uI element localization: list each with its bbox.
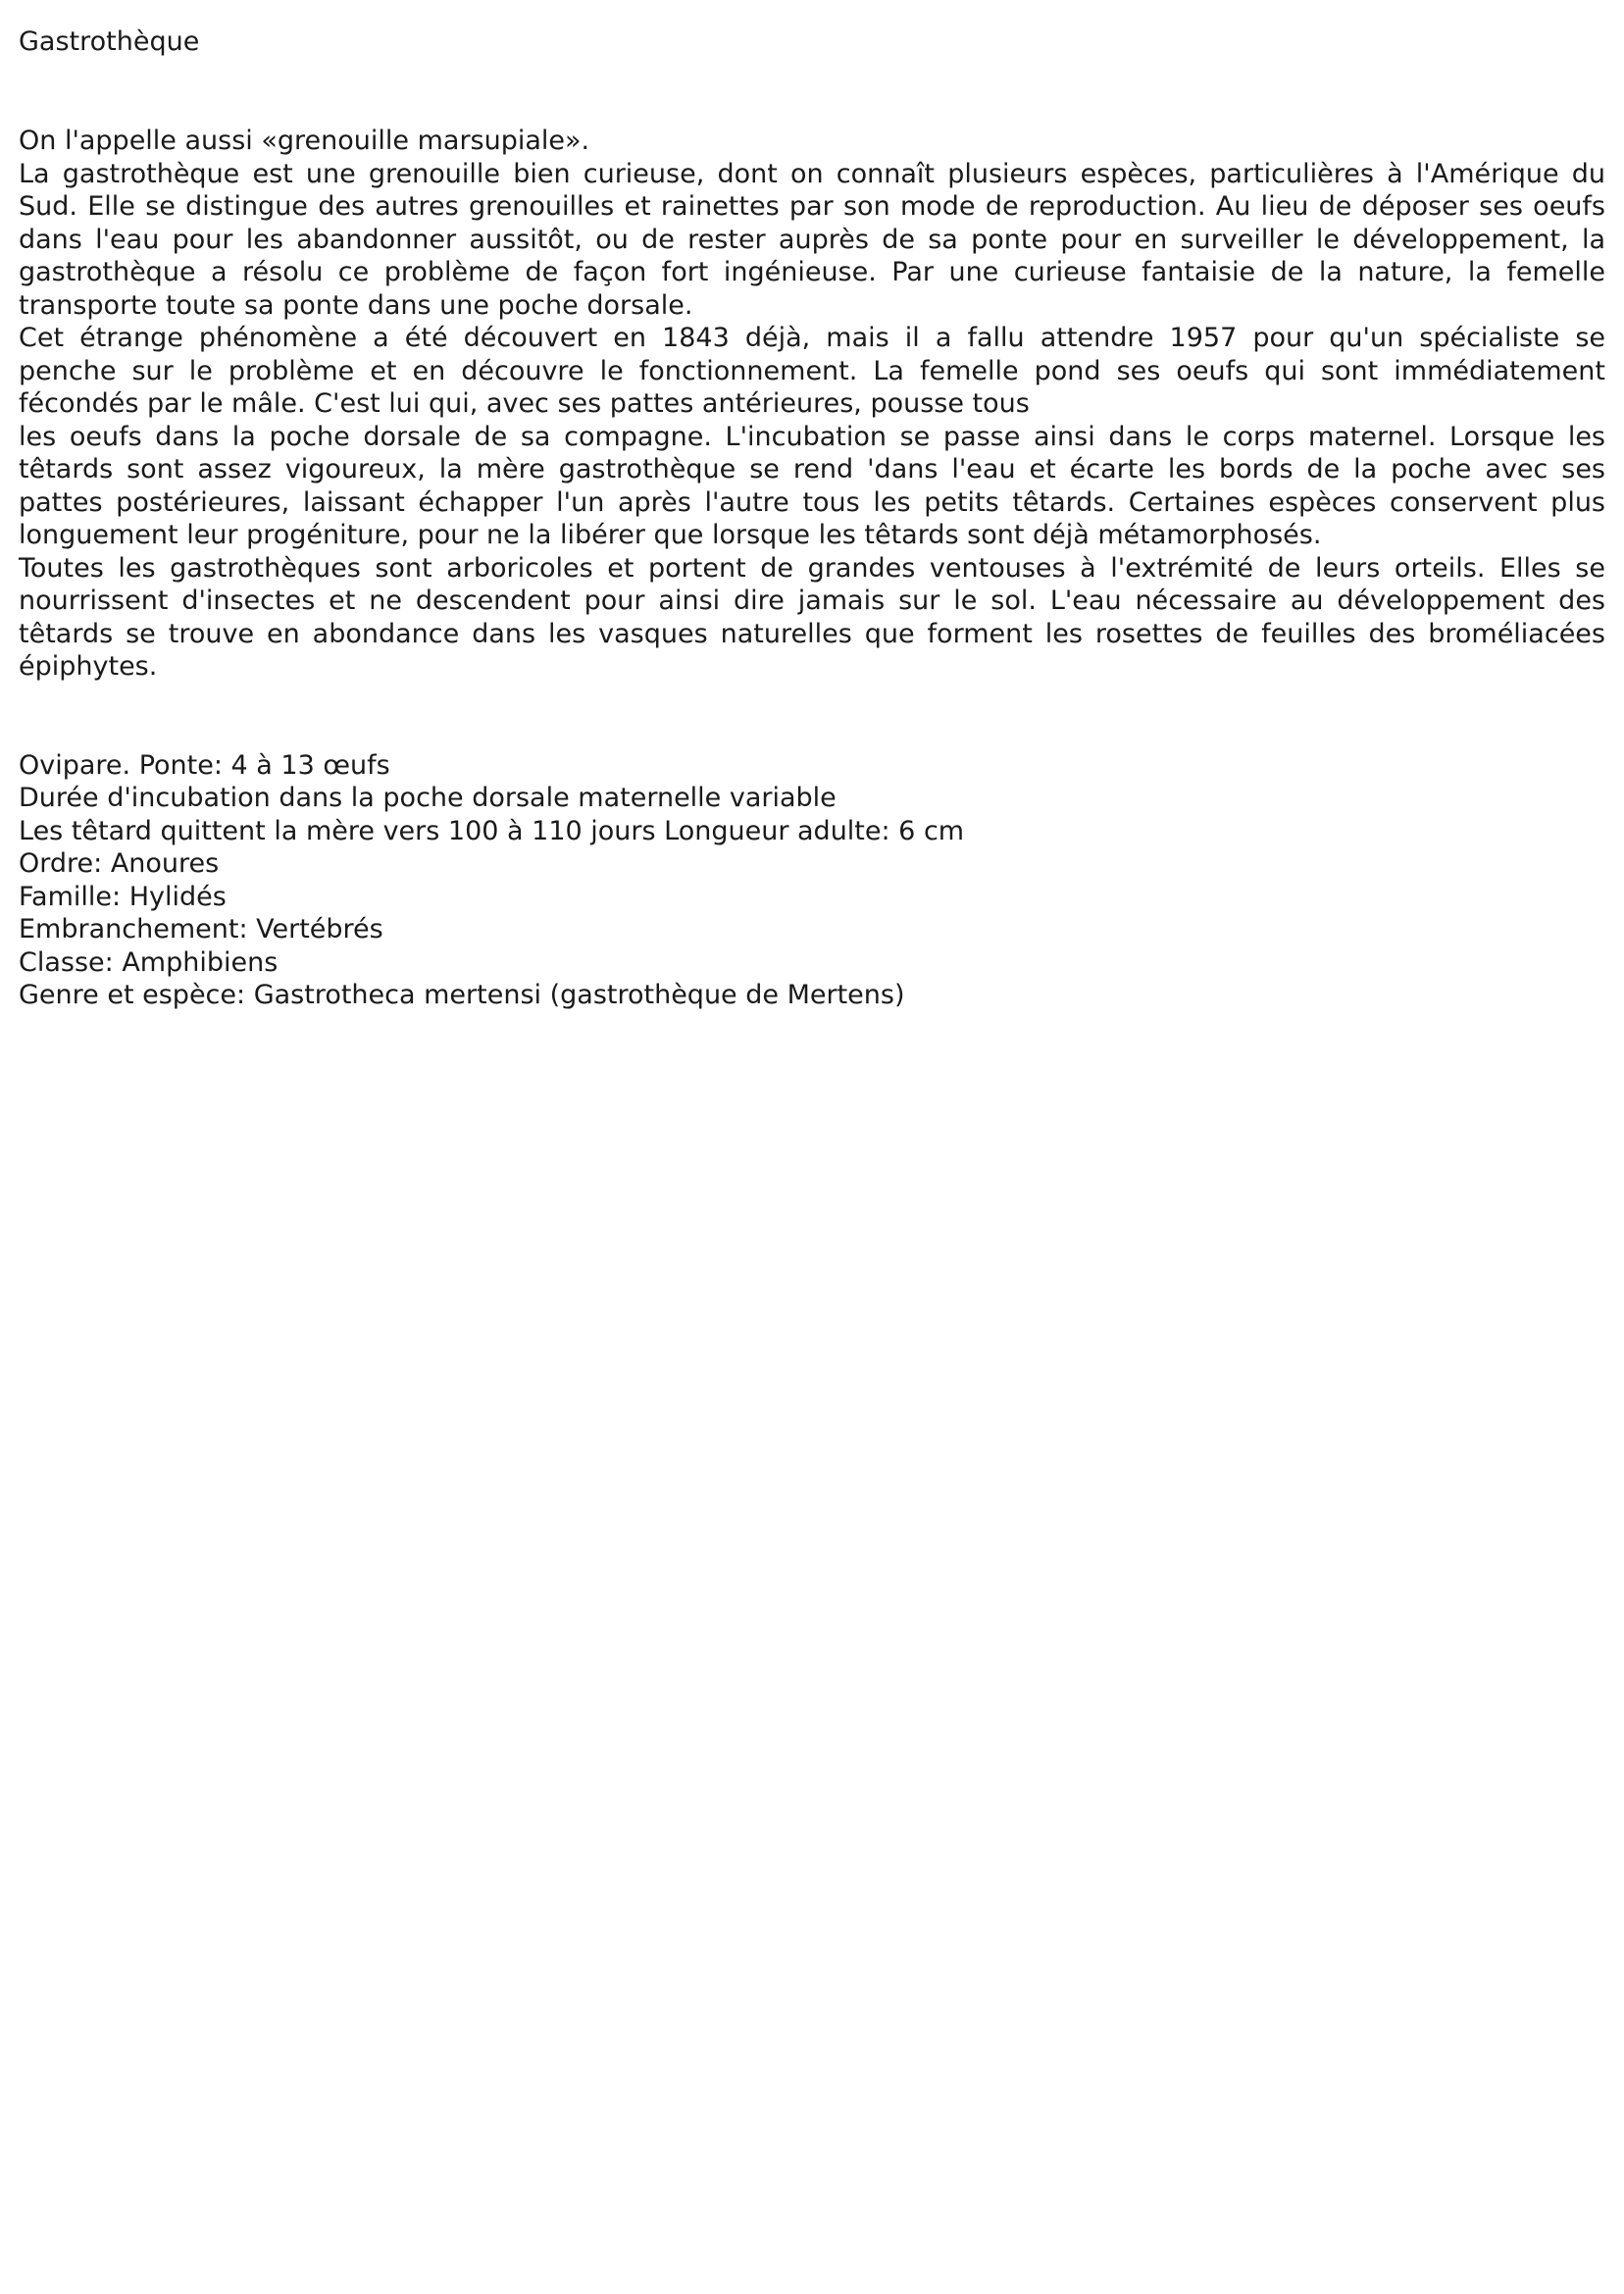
paragraph-line: dans l'eau pour les abandonner aussitôt, ou de rester auprès de sa ponte pour en surveiller le développement, la	[19, 224, 1605, 255]
paragraph-line: La gastrothèque est une grenouille bien curieuse, dont on connaît plusieurs espèces, particulières à l'Amérique du	[19, 158, 1605, 189]
paragraph	[19, 125, 1605, 158]
fact-line: Genre et espèce: Gastrotheca mertensi (gastrothèque de Mertens)	[19, 980, 905, 1010]
paragraph-line: gastrothèque a résolu ce problème de façon fort ingénieuse. Par une curieuse fantaisie de la nature, la femelle	[19, 257, 1605, 287]
facts-list	[19, 749, 1605, 1012]
fact-line: Famille: Hylidés	[19, 881, 227, 912]
paragraph	[19, 322, 1605, 552]
paragraph	[19, 158, 1605, 323]
paragraph-line: Sud. Elle se distingue des autres grenouilles et rainettes par son mode de reproduction. Au lieu de déposer ses oeufs	[19, 191, 1605, 222]
paragraph-line: Cet étrange phénomène a été découvert en 1843 déjà, mais il a fallu attendre 1957 pour qu'un spécialiste se	[19, 323, 1605, 353]
document-body	[19, 125, 1605, 684]
paragraph-line: On l'appelle aussi «grenouille marsupiale».	[19, 126, 590, 156]
fact-line: Les têtard quittent la mère vers 100 à 110 jours Longueur adulte: 6 cm	[19, 815, 965, 846]
document-page	[19, 25, 1605, 1012]
paragraph	[19, 552, 1605, 684]
document-title: Gastrothèque	[19, 26, 200, 57]
paragraph-line: têtards se trouve en abondance dans les vasques naturelles que forment les rosettes de feuilles des broméliacées	[19, 618, 1605, 649]
fact-line: Embranchement: Vertébrés	[19, 914, 383, 944]
paragraph-line: fécondés par le mâle. C'est lui qui, avec ses pattes antérieures, pousse tous	[19, 388, 1030, 419]
paragraph-line: têtards sont assez vigoureux, la mère gastrothèque se rend 'dans l'eau et écarte les bords de la poche avec ses	[19, 454, 1605, 484]
fact-line: Durée d'incubation dans la poche dorsale maternelle variable	[19, 783, 837, 813]
paragraph-line: penche sur le problème et en découvre le fonctionnement. La femelle pond ses oeufs qui sont immédiatement	[19, 355, 1605, 386]
paragraph-line: épiphytes.	[19, 651, 158, 682]
paragraph-line: longuement leur progéniture, pour ne la libérer que lorsque les têtards sont déjà métamorphosés.	[19, 520, 1322, 550]
paragraph-line: nourrissent d'insectes et ne descendent pour ainsi dire jamais sur le sol. L'eau nécessaire au développement des	[19, 586, 1605, 616]
paragraph-line: Toutes les gastrothèques sont arboricoles et portent de grandes ventouses à l'extrémité de leurs orteils. Elles se	[19, 552, 1605, 584]
paragraph-line: transporte toute sa ponte dans une poche dorsale.	[19, 289, 693, 321]
fact-line: Ordre: Anoures	[19, 848, 220, 879]
paragraph-line: les oeufs dans la poche dorsale de sa compagne. L'incubation se passe ainsi dans le corps maternel. Lorsque les	[19, 421, 1605, 452]
fact-line: Ovipare. Ponte: 4 à 13 œufs	[19, 749, 390, 781]
fact-line: Classe: Amphibiens	[19, 946, 279, 978]
paragraph-line: pattes postérieures, laissant échapper l'un après l'autre tous les petits têtards. Certaines espèces conservent plus	[19, 486, 1605, 518]
